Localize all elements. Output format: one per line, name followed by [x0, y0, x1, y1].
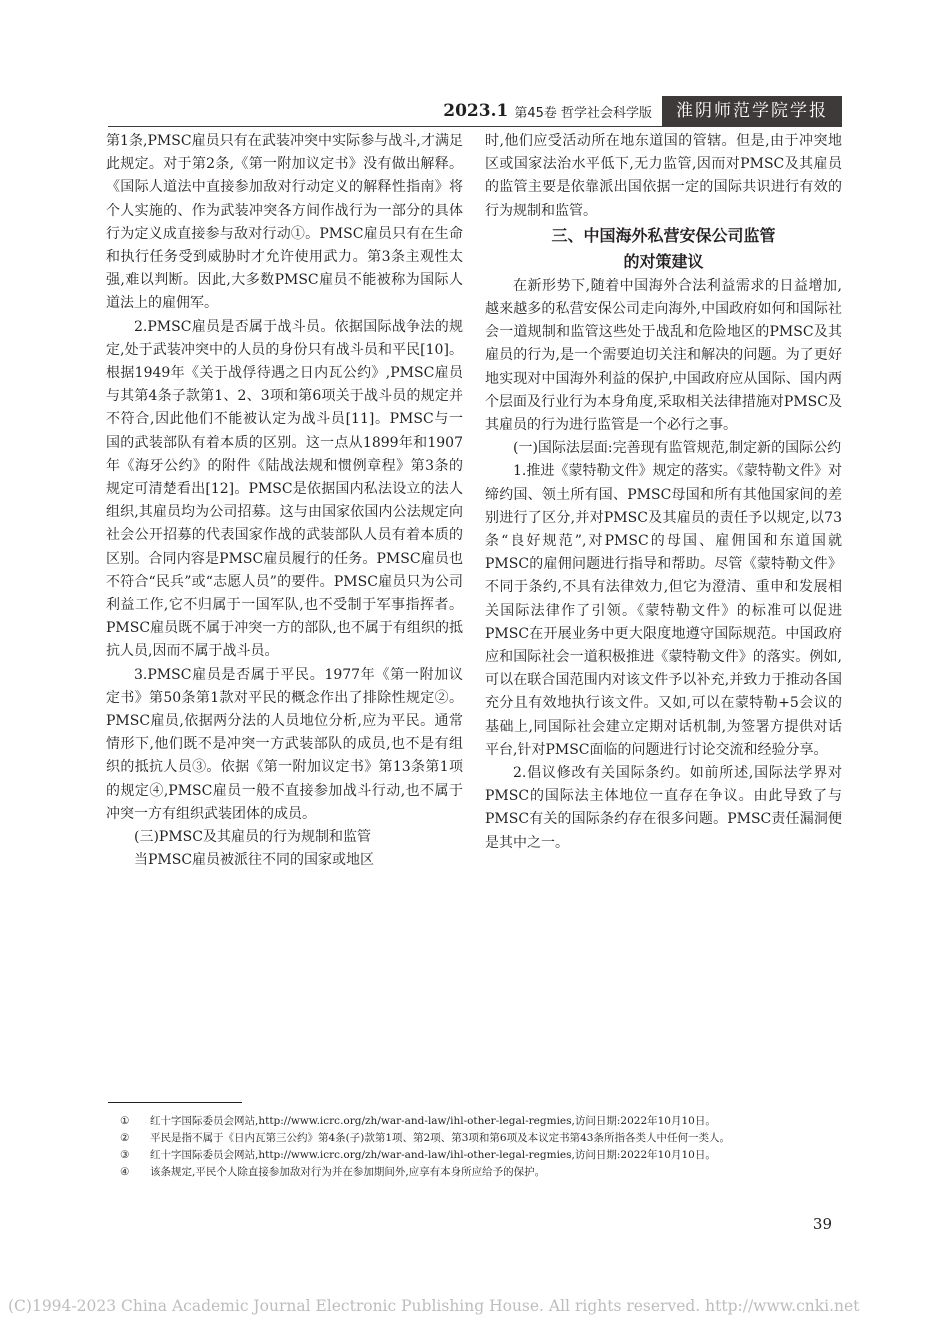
footnote-mark: ④: [120, 1166, 130, 1178]
footnote-text: 该条规定,平民个人除直接参加敌对行为并在参加期间外,应享有本身所应给予的保护。: [150, 1166, 546, 1178]
footnote-mark: ②: [120, 1132, 130, 1144]
paragraph: 第1条,PMSC雇员只有在武装冲突中实际参与战斗,才满足此规定。对于第2条,《第一附加议定书》没有做出解释。《国际人道法中直接参加敌对行动定义的解释性指南》将个人实施的、作为武装冲突各方间作战行为一部分的具体行为定义成直接参与敌对行动①。PMSC雇员只有在生命和执行任务受到威胁时才允许使用武力。第3条主观性太强,难以判断。因此,大多数PMSC雇员不能被称为国际人道法上的雇佣军。: [106, 133, 463, 312]
footnote: [108, 1130, 828, 1147]
page-number: 39: [812, 1215, 832, 1233]
paragraph: 2.倡议修改有关国际条约。如前所述,国际法学界对PMSC的国际法主体地位一直存在争议。由此导致了与PMSC有关的国际条约存在很多问题。PMSC责任漏洞便是其中之一。: [485, 765, 842, 851]
left-column: [106, 130, 463, 873]
section-title: [485, 223, 842, 275]
footnote-text: 平民是指不属于《日内瓦第三公约》第4条(子)款第1项、第2项、第3项和第6项及本议定书第43条所指各类人中任何一类人。: [150, 1132, 730, 1144]
header-year-issue: 2023.1: [443, 101, 509, 121]
section-title-line1: 三、中国海外私营安保公司监管: [551, 225, 776, 245]
footnote-mark: ③: [120, 1149, 130, 1161]
paragraph: 2.PMSC雇员是否属于战斗员。依据国际战争法的规定,处于武装冲突中的人员的身份只有战斗员和平民[10]。根据1949年《关于战俘待遇之日内瓦公约》,PMSC雇员与其第4条子款第1、2、3项和第6项关于战斗员的规定并不符合,因此他们不能被认定为战斗员[11]。PMSC与一国的武装部队有着本质的区别。这一点从1899年和1907年《海牙公约》的附件《陆战法规和惯例章程》第3条的规定可清楚看出[12]。PMSC是依据国内私法设立的法人组织,其雇员均为公司招募。这与由国家依国内公法规定向社会公开招募的代表国家作战的武装部队人员有着本质的区别。合同内容是PMSC雇员履行的任务。PMSC雇员也不符合“民兵”或“志愿人员”的要件。PMSC雇员只为公司利益工作,它不归属于一国军队,也不受制于军事指挥者。PMSC雇员既不属于冲突一方的部队,也不属于有组织的抵抗人员,因而不属于战斗员。: [106, 318, 463, 660]
footnote-text: 红十字国际委员会网站,http://www.icrc.org/zh/war-and-law/ihl-other-legal-regmies,访问日期:2022年10月10日。: [150, 1149, 716, 1161]
footnote: [108, 1147, 828, 1164]
header-rule: [108, 126, 842, 127]
running-header: [443, 96, 842, 126]
footnote-rule: [108, 1102, 242, 1103]
paragraph: 在新形势下,随着中国海外合法利益需求的日益增加,越来越多的私营安保公司走向海外,中国政府如何和国际社会一道规制和监管这些处于战乱和危险地区的PMSC及其雇员的行为,是一个需要迫切关注和解决的问题。为了更好地实现对中国海外利益的保护,中国政府应从国际、国内两个层面及行业行为本身角度,采取相关法律措施对PMSC及其雇员的行为进行监管是一个必行之事。: [485, 277, 842, 434]
footnote-mark: ①: [120, 1115, 130, 1127]
section-title-line2: 的对策建议: [623, 251, 704, 271]
header-volume: 第45卷 哲学社会科学版: [514, 105, 652, 121]
paragraph: 1.推进《蒙特勒文件》规定的落实。《蒙特勒文件》对缔约国、领土所有国、PMSC母国和所有其他国家间的差别进行了区分,并对PMSC及其雇员的责任予以规定,以73条“良好规范”,对PMSC的母国、雇佣国和东道国就PMSC的雇佣问题进行指导和帮助。尽管《蒙特勒文件》不同于条约,不具有法律效力,但它为澄清、重申和发展相关国际法律作了引领。《蒙特勒文件》的标准可以促进PMSC在开展业务中更大限度地遵守国际规范。中国政府应和国际社会一道积极推进《蒙特勒文件》的落实。例如,可以在联合国范围内对该文件予以补充,并致力于推动各国充分且有效地执行该文件。又如,可以在蒙特勒+5会议的基础上,同国际社会建立定期对话机制,为签署方提供对话平台,针对PMSC面临的问题进行讨论交流和经验分享。: [485, 463, 842, 758]
right-column: [485, 130, 842, 855]
footnote-text: 红十字国际委员会网站,http://www.icrc.org/zh/war-and-law/ihl-other-legal-regmies,访问日期:2022年10月10日。: [150, 1115, 716, 1127]
paragraph: 时,他们应受活动所在地东道国的管辖。但是,由于冲突地区或国家法治水平低下,无力监管,因而对PMSC及其雇员的监管主要是依靠派出国依据一定的国际共识进行有效的行为规制和监管。: [485, 133, 842, 219]
copyright-watermark: (C)1994-2023 China Academic Journal Electronic Publishing House. All rights reserved. http://www.cnki.net: [8, 1297, 860, 1315]
subsection-heading: (三)PMSC及其雇员的行为规制和监管: [134, 829, 371, 846]
paragraph: 当PMSC雇员被派往不同的国家或地区: [134, 852, 375, 869]
footnote: [108, 1164, 828, 1181]
subsection-heading: (一)国际法层面:完善现有监管规范,制定新的国际公约: [513, 440, 842, 457]
footnote: [108, 1113, 828, 1130]
header-journal-name: 淮阴师范学院学报: [662, 96, 842, 126]
footnotes: [108, 1113, 828, 1181]
paragraph: 3.PMSC雇员是否属于平民。1977年《第一附加议定书》第50条第1款对平民的概念作出了排除性规定②。PMSC雇员,依据两分法的人员地位分析,应为平民。通常情形下,他们既不是冲突一方武装部队的成员,也不是有组织的抵抗人员③。依据《第一附加议定书》第13条第1项的规定④,PMSC雇员一般不直接参加战斗行动,也不属于冲突一方有组织武装团体的成员。: [106, 666, 463, 822]
